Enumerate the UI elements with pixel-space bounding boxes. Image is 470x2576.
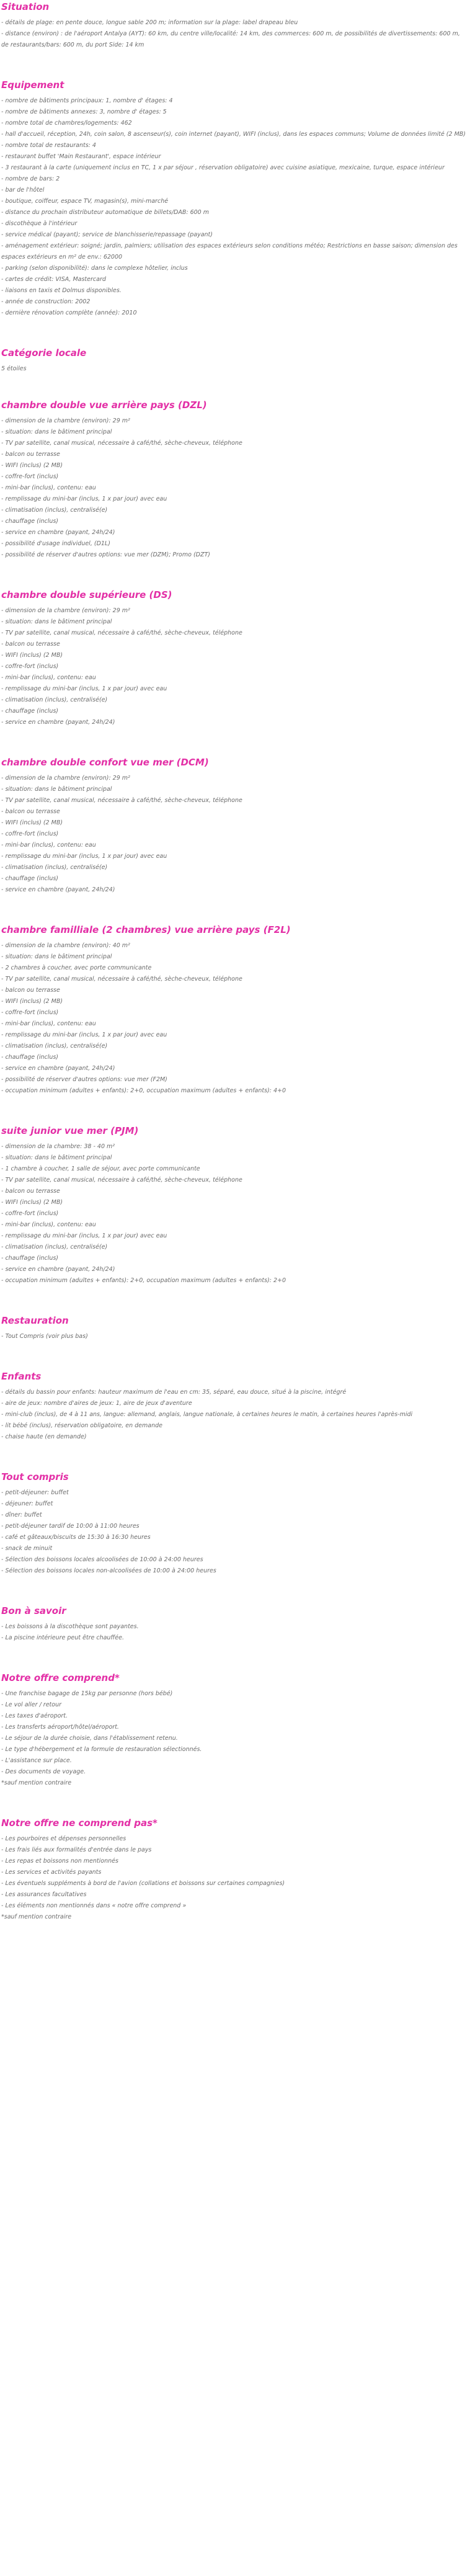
list-item: - détails du bassin pour enfants: hauteur maximum de l'eau en cm: 35, séparé, eau douce, situé à la piscine, intégré	[1, 1389, 347, 1396]
section-title: chambre double confort vue mer (DCM)	[1, 757, 209, 768]
list-item: - balcon ou terrasse	[1, 987, 60, 994]
list-item: - WIFI (inclus) (2 MB)	[1, 998, 63, 1005]
list-item: - Les éléments non mentionnés dans « notre offre comprend »	[1, 1902, 187, 1909]
list-item: - Tout Compris (voir plus bas)	[1, 1333, 88, 1340]
list-item: - cartes de crédit: VISA, Mastercard	[1, 276, 106, 283]
item-list	[1, 1834, 469, 1912]
list-item: - Sélection des boissons locales alcoolisées de 10:00 à 24:00 heures	[1, 1556, 203, 1563]
list-item: - balcon ou terrasse	[1, 641, 60, 648]
list-item: - Le type d'hébergement et la formule de restauration sélectionnés.	[1, 1746, 202, 1753]
list-item: 5 étoiles	[1, 365, 27, 372]
list-item: - situation: dans le bâtiment principal	[1, 953, 112, 960]
list-item: - service médical (payant); service de blanchisserie/repassage (payant)	[1, 231, 213, 238]
item-list	[1, 1141, 469, 1286]
list-item: - hall d'accueil, réception, 24h, coin salon, 8 ascenseur(s), coin internet (payant), WIFI (inclus), dans les espaces communs; Volume de données limité (2 MB)	[1, 131, 466, 138]
section-restauration	[1, 1314, 469, 1342]
list-item: - TV par satellite, canal musical, nécessaire à café/thé, sèche-cheveux, téléphone	[1, 976, 242, 983]
list-item: - coffre-fort (inclus)	[1, 663, 59, 670]
list-item: - chauffage (inclus)	[1, 518, 59, 525]
list-item: - Les taxes d'aéroport.	[1, 1713, 68, 1719]
list-item: - balcon ou terrasse	[1, 1188, 60, 1195]
item-list	[1, 1688, 469, 1778]
section-room-pjm	[1, 1124, 469, 1286]
list-item: - climatisation (inclus), centralisé(e)	[1, 864, 108, 871]
section-title: Notre offre ne comprend pas*	[1, 1817, 157, 1829]
section-tout-compris	[1, 1470, 469, 1577]
list-item: - climatisation (inclus), centralisé(e)	[1, 507, 108, 514]
list-item: - TV par satellite, canal musical, nécessaire à café/thé, sèche-cheveux, téléphone	[1, 797, 242, 804]
list-item: - aménagement extérieur: soigné; jardin, palmiers; utilisation des espaces extérieurs selon conditions météo; Restrictions en basse saison; dimension des espaces extérieurs en m² de env.: 62000	[1, 243, 458, 261]
list-item: - situation: dans le bâtiment principal	[1, 618, 112, 625]
footnote: *sauf mention contraire	[1, 1914, 72, 1920]
list-item: - Les pourboires et dépenses personnelles	[1, 1835, 126, 1842]
section-title: chambre double vue arrière pays (DZL)	[1, 399, 207, 411]
list-item: - service en chambre (payant, 24h/24)	[1, 529, 115, 536]
list-item: - chauffage (inclus)	[1, 875, 59, 882]
list-item: - Les boissons à la discothèque sont payantes.	[1, 1623, 139, 1630]
section-title: Equipement	[1, 79, 64, 91]
list-item: - situation: dans le bâtiment principal	[1, 429, 112, 435]
section-title: chambre double supérieure (DS)	[1, 589, 172, 600]
list-item: - TV par satellite, canal musical, nécessaire à café/thé, sèche-cheveux, téléphone	[1, 630, 242, 636]
section-title: Enfants	[1, 1371, 42, 1382]
list-item: - restaurant buffet 'Main Restaurant', espace intérieur	[1, 153, 161, 160]
list-item: - Les frais liés aux formalités d'entrée dans le pays	[1, 1847, 152, 1853]
list-item: - WIFI (inclus) (2 MB)	[1, 1199, 63, 1206]
list-item: - mini-bar (inclus), contenu: eau	[1, 842, 96, 849]
section-title: Restauration	[1, 1315, 69, 1326]
list-item: - petit-déjeuner tardif de 10:00 à 11:00 heures	[1, 1523, 140, 1530]
list-item: - chauffage (inclus)	[1, 1255, 59, 1262]
list-item: - nombre de bâtiments principaux: 1, nombre d' étages: 4	[1, 97, 173, 104]
list-item: - 1 chambre à coucher, 1 salle de séjour, avec porte communicante	[1, 1165, 200, 1172]
list-item: - Le séjour de la durée choisie, dans l'établissement retenu.	[1, 1735, 178, 1742]
section-offre-comprend	[1, 1671, 469, 1789]
list-item: - coffre-fort (inclus)	[1, 473, 59, 480]
list-item: - bar de l'hôtel	[1, 187, 45, 194]
list-item: - balcon ou terrasse	[1, 808, 60, 815]
item-list	[1, 773, 469, 896]
section-title: Catégorie locale	[1, 347, 87, 359]
list-item: - liaisons en taxis et Dolmus disponibles.	[1, 287, 122, 294]
list-item: - coffre-fort (inclus)	[1, 1009, 59, 1016]
list-item: - remplissage du mini-bar (inclus, 1 x par jour) avec eau	[1, 853, 167, 860]
list-item: - La piscine intérieure peut être chauffée.	[1, 1634, 124, 1641]
list-item: - distance (environ) : de l'aéroport Antalya (AYT): 60 km, du centre ville/localité: 14 km, des commerces: 600 m, de possibilités de divertissements: 600 m, de restaurants/bars: 600 m, du port Side: 14 km	[1, 30, 460, 48]
list-item: - coffre-fort (inclus)	[1, 831, 59, 837]
list-item: - aire de jeux: nombre d'aires de jeux: 1, aire de jeux d'aventure	[1, 1400, 192, 1407]
list-item: - Les services et activités payants	[1, 1869, 102, 1876]
list-item: - climatisation (inclus), centralisé(e)	[1, 1244, 108, 1250]
list-item: - dimension de la chambre (environ): 29 m²	[1, 607, 130, 614]
item-list	[1, 940, 469, 1097]
list-item: - nombre de bars: 2	[1, 176, 60, 182]
list-item: - coffre-fort (inclus)	[1, 1210, 59, 1217]
section-room-dzl	[1, 398, 469, 561]
list-item: - service en chambre (payant, 24h/24)	[1, 886, 115, 893]
section-title: Tout compris	[1, 1471, 69, 1482]
list-item: - L'assistance sur place.	[1, 1757, 72, 1764]
item-list	[1, 17, 469, 51]
list-item: - nombre total de chambres/logements: 462	[1, 120, 132, 127]
item-list	[1, 1331, 469, 1342]
section-title: Bon à savoir	[1, 1605, 66, 1616]
list-item: - service en chambre (payant, 24h/24)	[1, 1065, 115, 1072]
list-item: - Des documents de voyage.	[1, 1768, 86, 1775]
list-item: - remplissage du mini-bar (inclus, 1 x par jour) avec eau	[1, 685, 167, 692]
list-item: - Les repas et boissons non mentionnés	[1, 1858, 118, 1865]
list-item: - 2 chambres à coucher, avec porte communicante	[1, 965, 152, 971]
list-item: - mini-club (inclus), de 4 à 11 ans, langue: allemand, anglais, langue nationale, à certaines heures le matin, à certaines heures l'après-midi	[1, 1411, 413, 1418]
list-item: - Une franchise bagage de 15kg par personne (hors bébé)	[1, 1690, 173, 1697]
item-list	[1, 1387, 469, 1443]
section-title: suite junior vue mer (PJM)	[1, 1125, 139, 1136]
list-item: - boutique, coiffeur, espace TV, magasin(s), mini-marché	[1, 198, 169, 205]
list-item: - balcon ou terrasse	[1, 451, 60, 458]
list-item: - mini-bar (inclus), contenu: eau	[1, 1020, 96, 1027]
list-item: - possibilité de réserver d'autres options: vue mer (F2M)	[1, 1076, 167, 1083]
list-item: - 3 restaurant à la carte (uniquement inclus en TC, 1 x par séjour , réservation obligatoire) avec cuisine asiatique, mexicaine, turque, espace intérieur	[1, 164, 445, 171]
list-item: - dîner: buffet	[1, 1512, 42, 1518]
list-item: - situation: dans le bâtiment principal	[1, 786, 112, 793]
list-item: - TV par satellite, canal musical, nécessaire à café/thé, sèche-cheveux, téléphone	[1, 1177, 242, 1183]
list-item: - WIFI (inclus) (2 MB)	[1, 819, 63, 826]
list-item: - dimension de la chambre (environ): 29 m²	[1, 417, 130, 424]
section-room-dcm	[1, 755, 469, 896]
list-item: - WIFI (inclus) (2 MB)	[1, 652, 63, 659]
list-item: - chauffage (inclus)	[1, 708, 59, 715]
section-title: Notre offre comprend*	[1, 1672, 120, 1683]
item-list	[1, 416, 469, 561]
list-item: - occupation minimum (adultes + enfants): 2+0, occupation maximum (adultes + enfants): 2+0	[1, 1277, 286, 1284]
list-item: - Les transferts aéroport/hôtel/aéroport.	[1, 1724, 119, 1731]
list-item: - Les éventuels suppléments à bord de l'avion (collations et boissons sur certaines compagnies)	[1, 1880, 285, 1887]
list-item: - situation: dans le bâtiment principal	[1, 1154, 112, 1161]
list-item: - nombre total de restaurants: 4	[1, 142, 96, 149]
list-item: - Le vol aller / retour	[1, 1701, 62, 1708]
list-item: - service en chambre (payant, 24h/24)	[1, 1266, 115, 1273]
list-item: - petit-déjeuner: buffet	[1, 1489, 69, 1496]
list-item: - mini-bar (inclus), contenu: eau	[1, 1221, 96, 1228]
list-item: - dimension de la chambre (environ): 40 m²	[1, 942, 130, 949]
list-item: - détails de plage: en pente douce, longue sable 200 m; information sur la plage: label drapeau bleu	[1, 19, 298, 26]
item-list	[1, 363, 469, 375]
list-item: - Les assurances facultatives	[1, 1891, 87, 1898]
section-equipement	[1, 78, 469, 319]
section-categorie	[1, 346, 469, 375]
list-item: - mini-bar (inclus), contenu: eau	[1, 674, 96, 681]
list-item: - dimension de la chambre: 38 - 40 m²	[1, 1143, 115, 1150]
list-item: - parking (selon disponibilité): dans le complexe hôtelier, inclus	[1, 265, 188, 272]
list-item: - nombre de bâtiments annexes: 3, nombre d' étages: 5	[1, 109, 167, 115]
list-item: - remplissage du mini-bar (inclus, 1 x par jour) avec eau	[1, 496, 167, 502]
section-room-f2l	[1, 923, 469, 1097]
list-item: - déjeuner: buffet	[1, 1500, 53, 1507]
section-situation	[1, 0, 469, 51]
list-item: - snack de minuit	[1, 1545, 53, 1552]
list-item: - possibilité de réserver d'autres options: vue mer (DZM); Promo (DZT)	[1, 551, 210, 558]
list-item: - mini-bar (inclus), contenu: eau	[1, 484, 96, 491]
item-list	[1, 1487, 469, 1577]
item-list	[1, 605, 469, 728]
list-item: - remplissage du mini-bar (inclus, 1 x par jour) avec eau	[1, 1032, 167, 1038]
list-item: - TV par satellite, canal musical, nécessaire à café/thé, sèche-cheveux, téléphone	[1, 440, 242, 447]
list-item: - lit bébé (inclus), réservation obligatoire, en demande	[1, 1422, 162, 1429]
list-item: - café et gâteaux/biscuits de 15:30 à 16:30 heures	[1, 1534, 151, 1541]
footnote: *sauf mention contraire	[1, 1780, 72, 1786]
list-item: - distance du prochain distributeur automatique de billets/DAB: 600 m	[1, 209, 210, 216]
list-item: - discothèque à l'intérieur	[1, 220, 78, 227]
list-item: - WIFI (inclus) (2 MB)	[1, 462, 63, 469]
list-item: - climatisation (inclus), centralisé(e)	[1, 697, 108, 703]
list-item: - remplissage du mini-bar (inclus, 1 x par jour) avec eau	[1, 1232, 167, 1239]
item-list	[1, 1621, 469, 1644]
list-item: - climatisation (inclus), centralisé(e)	[1, 1043, 108, 1050]
list-item: - Sélection des boissons locales non-alcoolisées de 10:00 à 24:00 heures	[1, 1567, 216, 1574]
list-item: - chauffage (inclus)	[1, 1054, 59, 1061]
section-title: Situation	[1, 1, 50, 12]
list-item: - chaise haute (en demande)	[1, 1433, 87, 1440]
section-enfants	[1, 1370, 469, 1443]
section-offre-ne-comprend-pas	[1, 1816, 469, 1923]
section-title: chambre familliale (2 chambres) vue arrière pays (F2L)	[1, 924, 291, 935]
section-bon-a-savoir	[1, 1604, 469, 1644]
list-item: - service en chambre (payant, 24h/24)	[1, 719, 115, 726]
list-item: - possibilité d'usage individuel, (D1L)	[1, 540, 110, 547]
list-item: - occupation minimum (adultes + enfants): 2+0, occupation maximum (adultes + enfants): 4+0	[1, 1087, 286, 1094]
item-list	[1, 96, 469, 319]
list-item: - dimension de la chambre (environ): 29 m²	[1, 775, 130, 782]
section-room-ds	[1, 588, 469, 728]
list-item: - année de construction: 2002	[1, 298, 91, 305]
list-item: - dernière rénovation complète (année): 2010	[1, 310, 137, 316]
